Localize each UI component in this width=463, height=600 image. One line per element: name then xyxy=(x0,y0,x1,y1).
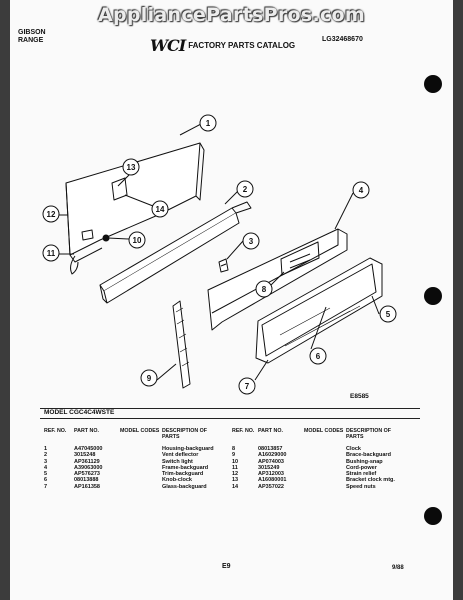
table-row: 4 A39063000 Frame-backguard xyxy=(44,464,209,471)
table-row: 11 3015249 Cord-power xyxy=(232,464,377,471)
table-row: 1 A47045000 Housing-backguard xyxy=(44,446,214,452)
table-row: 13 A16080001 Bracket clock mtg. xyxy=(232,477,395,484)
col-ref-no: REF. NO. xyxy=(44,428,67,434)
table-row: 14 AP357022 Speed nuts xyxy=(232,483,376,490)
col-part-no: PART NO. xyxy=(258,428,283,434)
parts-table-header xyxy=(232,428,404,446)
svg-text:13: 13 xyxy=(126,163,136,172)
callout-8 xyxy=(256,281,272,297)
callout-11 xyxy=(43,245,59,261)
page-code: E9 xyxy=(222,563,231,570)
model-number: MODEL CGC4C4WSTE xyxy=(44,409,115,416)
divider-bottom xyxy=(40,418,420,419)
col-part-no: PART NO. xyxy=(74,428,99,434)
table-row: 5 AP576273 Trim-backguard xyxy=(44,471,204,478)
parts-table-right xyxy=(232,428,404,490)
svg-text:10: 10 xyxy=(132,236,142,245)
svg-text:11: 11 xyxy=(46,249,56,258)
revision-date: 9/88 xyxy=(392,565,404,571)
callout-4 xyxy=(353,182,369,198)
brand-line-1: GIBSON xyxy=(18,29,46,36)
wci-logo: WCI xyxy=(150,36,186,55)
catalog-title-text: FACTORY PARTS CATALOG xyxy=(188,41,296,50)
svg-text:5: 5 xyxy=(385,310,391,319)
svg-text:4: 4 xyxy=(358,186,364,195)
callout-5 xyxy=(380,306,396,322)
callout-9 xyxy=(141,370,157,386)
callout-3 xyxy=(243,233,259,249)
svg-text:1: 1 xyxy=(205,119,211,128)
table-row: 9 A16029000 Brace-backguard xyxy=(232,452,391,459)
table-row: 10 AP074003 Bushing-snap xyxy=(232,458,383,465)
brand-line-2: RANGE xyxy=(18,37,44,44)
callout-14 xyxy=(152,201,168,217)
col-ref-no: REF. NO. xyxy=(232,428,255,434)
svg-text:6: 6 xyxy=(315,352,321,361)
catalog-number: LG32468670 xyxy=(322,36,363,43)
col-description: DESCRIPTION OF PARTS xyxy=(162,428,208,440)
col-model-codes: MODEL CODES xyxy=(120,428,160,434)
svg-text:7: 7 xyxy=(244,382,250,391)
table-row: 8 08013857 Clock xyxy=(232,446,361,452)
table-row: 2 3015248 Vent deflector xyxy=(44,452,199,459)
table-row: 3 AP361129 Switch light xyxy=(44,458,193,465)
table-row: 12 AP312003 Strain relief xyxy=(232,471,377,478)
table-row: 6 08013888 Knob-clock xyxy=(44,477,192,484)
svg-text:14: 14 xyxy=(155,205,165,214)
callout-7 xyxy=(239,378,255,394)
table-row: 7 AP161358 Glass-backguard xyxy=(44,483,207,490)
brace-backguard-drawing xyxy=(173,301,190,388)
parts-table-left xyxy=(44,428,216,490)
callout-1 xyxy=(200,115,216,131)
parts-table-header xyxy=(44,428,216,446)
callout-12 xyxy=(43,206,59,222)
svg-text:12: 12 xyxy=(46,210,56,219)
col-description: DESCRIPTION OF PARTS xyxy=(346,428,392,440)
svg-text:8: 8 xyxy=(261,285,267,294)
binder-hole-bottom xyxy=(424,507,442,525)
callout-13 xyxy=(123,159,139,175)
drawing-code: E8585 xyxy=(350,393,369,400)
callout-2 xyxy=(237,181,253,197)
callout-10 xyxy=(129,232,145,248)
callout-6 xyxy=(310,348,326,364)
watermark: AppliancePartsPros.com xyxy=(97,4,365,26)
svg-text:3: 3 xyxy=(248,237,254,246)
switch-light-drawing xyxy=(219,259,228,272)
svg-text:2: 2 xyxy=(242,185,248,194)
col-model-codes: MODEL CODES xyxy=(304,428,344,434)
svg-text:9: 9 xyxy=(146,374,152,383)
